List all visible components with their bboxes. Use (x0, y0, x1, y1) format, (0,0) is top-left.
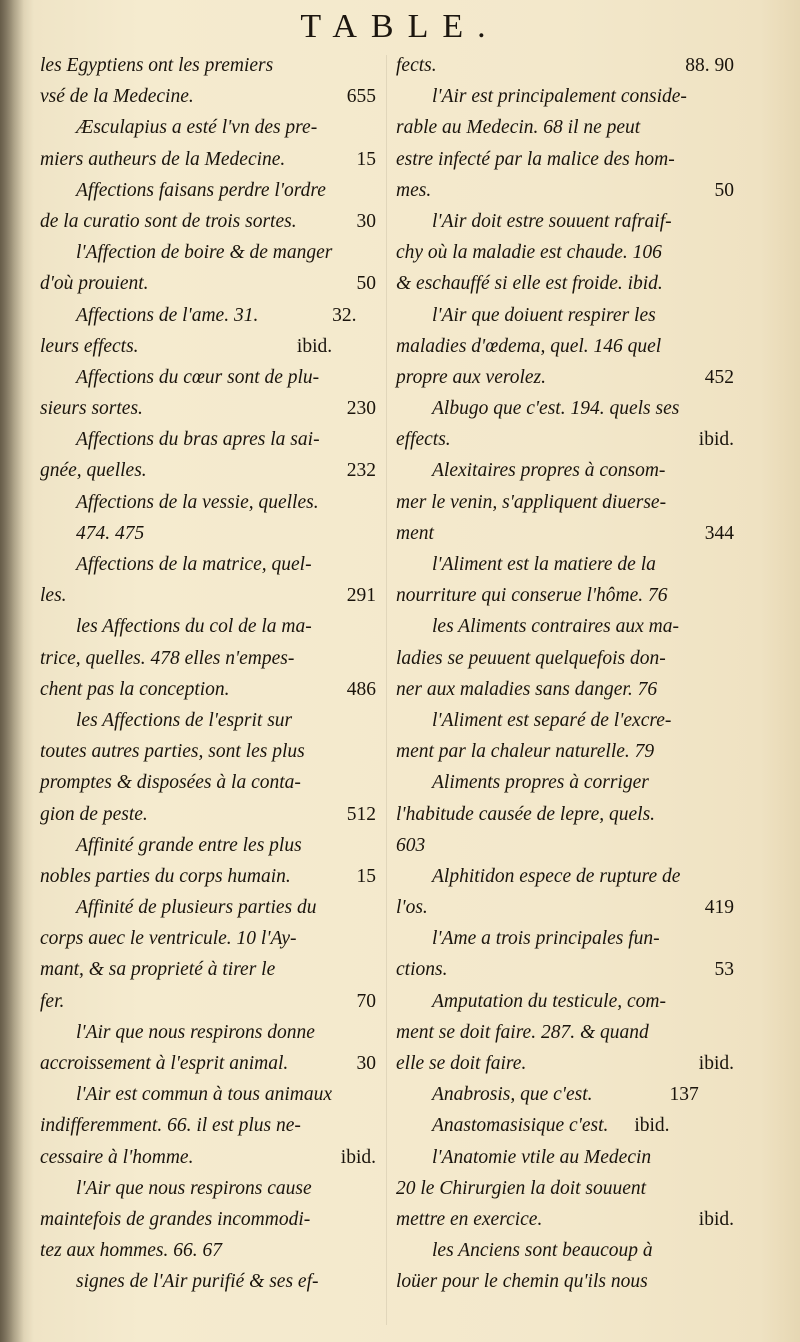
index-entry-text: effects. (396, 429, 451, 451)
page-reference: 32. (332, 304, 357, 326)
index-entry-text: ner aux maladies sans danger. 76 (396, 678, 658, 700)
index-entry-text: Affinité de plusieurs parties du (76, 897, 317, 919)
page-reference: ibid. (698, 429, 734, 451)
index-line (396, 1048, 734, 1079)
index-line (40, 206, 376, 237)
index-entry-text: l'Air est commun à tous animaux (76, 1084, 333, 1106)
index-entry-text: mer le venin, s'appliquent diuerse- (396, 491, 667, 513)
index-line (396, 268, 734, 299)
index-column-left (40, 50, 376, 1298)
index-line (396, 1173, 734, 1204)
index-line (40, 611, 376, 642)
page-reference: 137 (669, 1084, 699, 1106)
index-entry-text: ment se doit faire. 287. & quand (396, 1021, 649, 1043)
index-line (396, 237, 734, 268)
index-line (396, 518, 734, 549)
index-line (40, 643, 376, 674)
index-line (396, 705, 734, 736)
index-line (396, 1142, 734, 1173)
page-reference: ibid. (296, 335, 333, 357)
index-line (396, 50, 734, 81)
index-line (40, 954, 376, 985)
index-line (396, 767, 734, 798)
index-entry-text: 603 (396, 834, 426, 856)
page-title: TABLE. (300, 8, 500, 45)
index-entry-text: mant, & sa proprieté à tirer le (40, 959, 276, 981)
index-line (40, 518, 376, 549)
index-entry-text: les Egyptiens ont les premiers (40, 55, 274, 76)
page-reference: 50 (714, 179, 734, 201)
page-reference: 344 (704, 522, 734, 544)
index-line (396, 954, 734, 985)
index-entry-text: estre infecté par la malice des hom- (396, 148, 675, 170)
page-reference: 452 (704, 366, 734, 388)
index-line (396, 799, 734, 830)
index-line (40, 1266, 376, 1297)
index-entry-text: Anabrosis, que c'est. (432, 1084, 593, 1106)
page-reference: 30 (356, 1053, 376, 1074)
index-entry-text: loüer pour le chemin qu'ils nous (396, 1271, 648, 1293)
index-line (40, 1142, 376, 1173)
page-reference: 419 (704, 897, 734, 919)
index-line (40, 1079, 376, 1110)
index-line (40, 112, 376, 143)
index-entry-text: Alphitidon espece de rupture de (432, 865, 681, 887)
index-entry-text: miers autheurs de la Medecine. (40, 148, 286, 170)
index-entry-text: Amputation du testicule, com- (432, 990, 666, 1012)
index-entry-text: les. (40, 585, 67, 607)
index-line (40, 861, 376, 892)
index-line (40, 144, 376, 175)
index-line (396, 1017, 734, 1048)
index-entry-text: ment (396, 522, 434, 544)
index-entry-text: Affections de la vessie, quelles. (76, 491, 319, 513)
index-entry-text: l'Affection de boire & de manger (76, 242, 333, 264)
index-entry-text: toutes autres parties, sont les plus (40, 741, 305, 763)
page-reference: 512 (346, 803, 376, 825)
index-line (396, 144, 734, 175)
page-reference: 232 (346, 460, 376, 482)
index-entry-text: maintefois de grandes incommodi- (40, 1208, 311, 1230)
page-reference: 70 (356, 990, 376, 1012)
index-entry-text: l'Air doit estre souuent rafraif- (432, 210, 672, 232)
index-entry-text: l'Aliment est la matiere de la (432, 554, 656, 575)
index-line (40, 1173, 376, 1204)
index-entry-text: chent pas la conception. (40, 678, 230, 700)
index-line (40, 1235, 376, 1266)
index-entry-text: l'Air que nous respirons donne (76, 1021, 315, 1043)
index-line (396, 549, 734, 580)
index-line (396, 580, 734, 611)
index-line (40, 799, 376, 830)
index-line (40, 393, 376, 424)
index-line (40, 300, 376, 331)
page-reference: 230 (346, 398, 376, 420)
index-entry-text: Affections de la matrice, quel- (76, 554, 312, 575)
index-entry-text: promptes & disposées à la conta- (40, 772, 301, 794)
index-entry-text: nourriture qui conserue l'hôme. 76 (396, 585, 668, 607)
index-line (396, 611, 734, 642)
index-entry-text: rable au Medecin. 68 il ne peut (396, 117, 641, 139)
index-line (40, 580, 376, 611)
index-line (396, 175, 734, 206)
index-entry-text: maladies d'œdema, quel. 146 quel (396, 335, 662, 357)
index-entry-text: Alexitaires propres à consom- (432, 460, 666, 482)
index-line (40, 549, 376, 580)
index-line (40, 455, 376, 486)
index-entry-text: l'Air est principalement conside- (432, 86, 687, 108)
index-line (40, 1110, 376, 1141)
index-entry-text: Affections faisans perdre l'ordre (76, 179, 326, 201)
index-entry-text: fects. (396, 55, 437, 76)
index-line (40, 736, 376, 767)
index-line (396, 674, 734, 705)
page-reference: 15 (356, 865, 376, 887)
index-entry-text: les Affections du col de la ma- (76, 616, 312, 638)
page-reference: 291 (346, 585, 376, 607)
index-entry-text: les Anciens sont beaucoup à (432, 1240, 653, 1262)
index-line (396, 112, 734, 143)
index-line (40, 50, 376, 81)
index-line (40, 175, 376, 206)
page-reference: 50 (356, 273, 376, 295)
index-column-right (396, 50, 734, 1298)
index-entry-text: mes. (396, 179, 432, 201)
index-entry-text: indifferemment. 66. il est plus ne- (40, 1115, 301, 1137)
index-line (396, 424, 734, 455)
index-line (396, 923, 734, 954)
index-entry-text: de la curatio sont de trois sortes. (40, 210, 297, 232)
index-entry-text: 474. 475 (76, 522, 145, 544)
index-entry-text: & eschauffé si elle est froide. ibid. (396, 273, 663, 295)
index-line (40, 1048, 376, 1079)
index-line (40, 674, 376, 705)
index-line (396, 300, 734, 331)
index-entry-text: Æsculapius a esté l'vn des pre- (76, 117, 318, 139)
index-line (40, 237, 376, 268)
index-entry-text: l'os. (396, 897, 428, 919)
index-line (40, 331, 376, 362)
column-divider (386, 55, 387, 1325)
index-entry-text: l'Anatomie vtile au Medecin (432, 1146, 652, 1168)
index-line (40, 424, 376, 455)
index-entry-text: gnée, quelles. (40, 460, 147, 482)
index-entry-text: l'Air que nous respirons cause (76, 1177, 312, 1199)
index-entry-text: chy où la maladie est chaude. 106 (396, 242, 662, 264)
index-line (396, 393, 734, 424)
index-line (40, 1204, 376, 1235)
index-entry-text: ment par la chaleur naturelle. 79 (396, 741, 655, 763)
index-line (396, 331, 734, 362)
gutter-shadow (0, 0, 24, 1342)
index-entry-text: sieurs sortes. (40, 398, 143, 420)
index-entry-text: Aliments propres à corriger (432, 772, 649, 794)
index-line (396, 986, 734, 1017)
index-line (396, 1079, 734, 1110)
index-line (396, 487, 734, 518)
index-entry-text: cessaire à l'homme. (40, 1146, 194, 1168)
index-line (396, 455, 734, 486)
index-entry-text: trice, quelles. 478 elles n'empes- (40, 647, 295, 669)
index-line (396, 1110, 734, 1141)
index-line (40, 923, 376, 954)
index-entry-text: les Affections de l'esprit sur (76, 709, 293, 731)
index-line (396, 1204, 734, 1235)
page-reference: ibid. (698, 1208, 734, 1230)
index-entry-text: propre aux verolez. (396, 366, 547, 388)
index-line (396, 362, 734, 393)
index-entry-text: vsé de la Medecine. (40, 86, 194, 108)
index-entry-text: d'où prouient. (40, 273, 149, 295)
index-entry-text: accroissement à l'esprit animal. (40, 1053, 289, 1074)
index-line (40, 81, 376, 112)
index-line (40, 892, 376, 923)
index-line (396, 206, 734, 237)
index-entry-text: 20 le Chirurgien la doit souuent (396, 1177, 647, 1199)
index-line (40, 362, 376, 393)
index-entry-text: nobles parties du corps humain. (40, 865, 291, 887)
index-line (396, 643, 734, 674)
index-entry-text: Affections du cœur sont de plu- (76, 366, 320, 388)
index-line (40, 705, 376, 736)
index-entry-text: l'Ame a trois principales fun- (432, 928, 660, 950)
index-entry-text: Affinité grande entre les plus (76, 834, 302, 856)
index-line (396, 81, 734, 112)
index-entry-text: Anastomasisique c'est. (432, 1115, 609, 1137)
page-reference: 15 (356, 148, 376, 170)
page-reference: ibid. (634, 1115, 670, 1137)
index-entry-text: mettre en exercice. (396, 1208, 543, 1230)
index-entry-text: tez aux hommes. 66. 67 (40, 1240, 222, 1262)
index-line (396, 736, 734, 767)
index-entry-text: leurs effects. (40, 335, 139, 357)
index-line (40, 830, 376, 861)
page-reference: 486 (346, 678, 376, 700)
page-reference: 88. 90 (685, 55, 734, 76)
index-entry-text: elle se doit faire. (396, 1053, 527, 1074)
index-entry-text: gion de peste. (40, 803, 148, 825)
index-line (40, 487, 376, 518)
index-entry-text: corps auec le ventricule. 10 l'Ay- (40, 928, 297, 950)
index-line (40, 767, 376, 798)
index-entry-text: signes de l'Air purifié & ses ef- (76, 1271, 319, 1293)
index-entry-text: fer. (40, 990, 65, 1012)
page-reference: ibid. (340, 1146, 376, 1168)
index-line (40, 268, 376, 299)
index-entry-text: ladies se peuuent quelquefois don- (396, 647, 666, 669)
index-entry-text: l'Air que doiuent respirer les (432, 304, 656, 326)
index-entry-text: Affections de l'ame. 31. (76, 304, 259, 326)
index-entry-text: l'Aliment est separé de l'excre- (432, 709, 672, 731)
index-entry-text: ctions. (396, 959, 448, 981)
index-entry-text: l'habitude causée de lepre, quels. (396, 803, 656, 825)
index-line (40, 1017, 376, 1048)
index-entry-text: Affections du bras apres la sai- (76, 429, 320, 451)
page-reference: ibid. (698, 1053, 734, 1074)
index-line (396, 830, 734, 861)
page-reference: 30 (356, 210, 376, 232)
index-line (396, 1266, 734, 1297)
index-line (396, 1235, 734, 1266)
index-line (396, 861, 734, 892)
index-line (40, 986, 376, 1017)
index-line (396, 892, 734, 923)
index-entry-text: les Aliments contraires aux ma- (432, 616, 679, 638)
index-entry-text: Albugo que c'est. 194. quels ses (432, 398, 680, 420)
page-reference: 53 (714, 959, 734, 981)
page-reference: 655 (346, 86, 376, 108)
